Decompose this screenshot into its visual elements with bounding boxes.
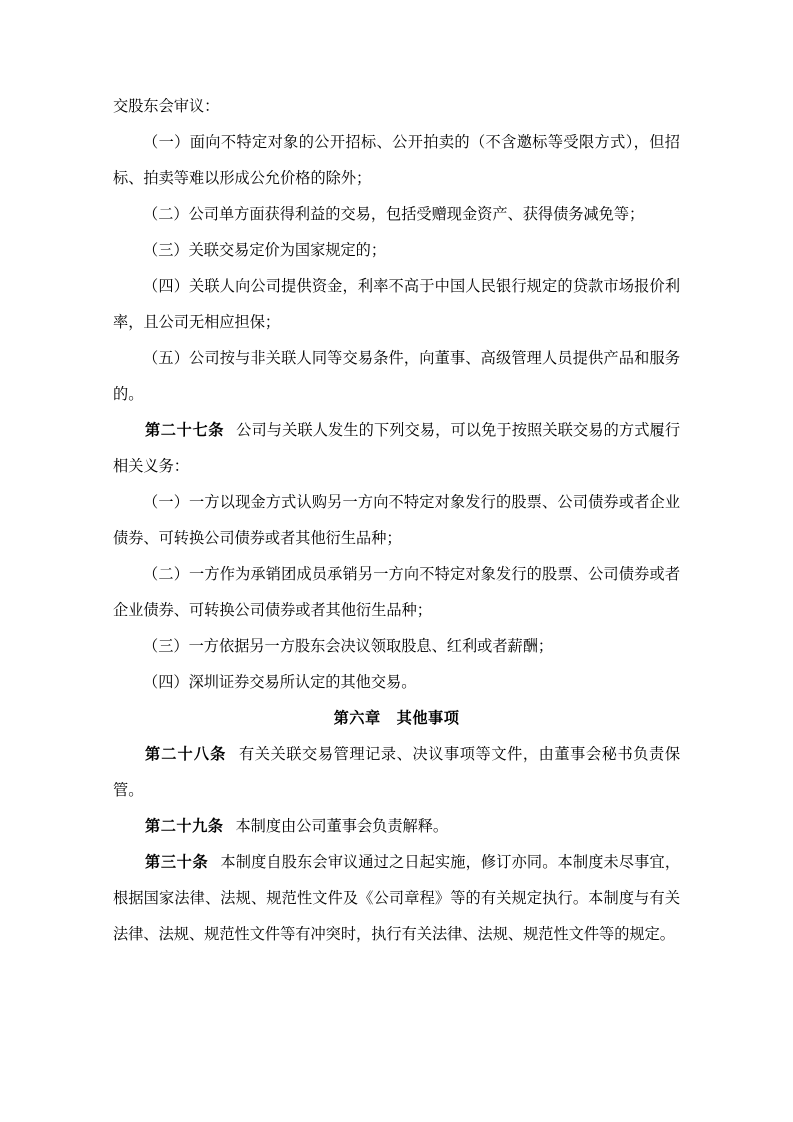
chapter-heading-6-label: 第六章 bbox=[333, 709, 381, 727]
article-27 bbox=[113, 412, 680, 484]
paragraph-item-2: （二）公司单方面获得利益的交易，包括受赠现金资产、获得债务减免等； bbox=[143, 205, 645, 223]
paragraph-item-5: （五）公司按与非关联人同等交易条件，向董事、高级管理人员提供产品和服务的。 bbox=[113, 349, 680, 403]
paragraph-27-item-2: （二）一方作为承销团成员承销另一方向不特定对象发行的股票、公司债券或者企业债券、可转换公司债券或者其他衍生品种； bbox=[113, 565, 680, 619]
chapter-heading-6 bbox=[113, 700, 680, 736]
article-28 bbox=[113, 736, 680, 808]
paragraph-item-1: （一）面向不特定对象的公开招标、公开拍卖的（不含邀标等受限方式），但招标、拍卖等难以形成公允价格的除外； bbox=[113, 133, 680, 187]
article-29-text: 本制度由公司董事会负责解释。 bbox=[235, 817, 449, 835]
article-28-text: 有关关联交易管理记录、决议事项等文件，由董事会秘书负责保管。 bbox=[113, 745, 681, 799]
paragraph-item-4: （四）关联人向公司提供资金，利率不高于中国人民银行规定的贷款市场报价利率，且公司无相应担保； bbox=[113, 277, 680, 331]
article-27-text: 公司与关联人发生的下列交易，可以免于按照关联交易的方式履行相关义务： bbox=[113, 421, 681, 475]
chapter-heading-6-text: 其他事项 bbox=[396, 709, 460, 727]
article-30 bbox=[113, 844, 680, 952]
paragraph-27-item-3: （三）一方依据另一方股东会决议领取股息、红利或者薪酬； bbox=[143, 637, 554, 655]
paragraph-item-3: （三）关联交易定价为国家规定的； bbox=[143, 241, 386, 259]
paragraph-27-item-4: （四）深圳证券交易所认定的其他交易。 bbox=[143, 673, 417, 691]
article-28-label: 第二十八条 bbox=[145, 745, 227, 763]
article-27-label: 第二十七条 bbox=[145, 421, 225, 439]
article-30-label: 第三十条 bbox=[145, 853, 209, 871]
article-30-text: 本制度自股东会审议通过之日起实施，修订亦同。本制度未尽事宜，根据国家法律、法规、规范性文件及《公司章程》等的有关规定执行。本制度与有关法律、法规、规范性文件等有冲突时，执行有关法律、法规、规范性文件等的规定。 bbox=[113, 853, 681, 943]
article-29-label: 第二十九条 bbox=[145, 817, 224, 835]
paragraph-intro: 交股东会审议： bbox=[113, 97, 220, 115]
paragraph-27-item-1: （一）一方以现金方式认购另一方向不特定对象发行的股票、公司债券或者企业债券、可转换公司债券或者其他衍生品种； bbox=[113, 493, 680, 547]
article-29 bbox=[113, 808, 680, 844]
document-body bbox=[113, 88, 680, 952]
